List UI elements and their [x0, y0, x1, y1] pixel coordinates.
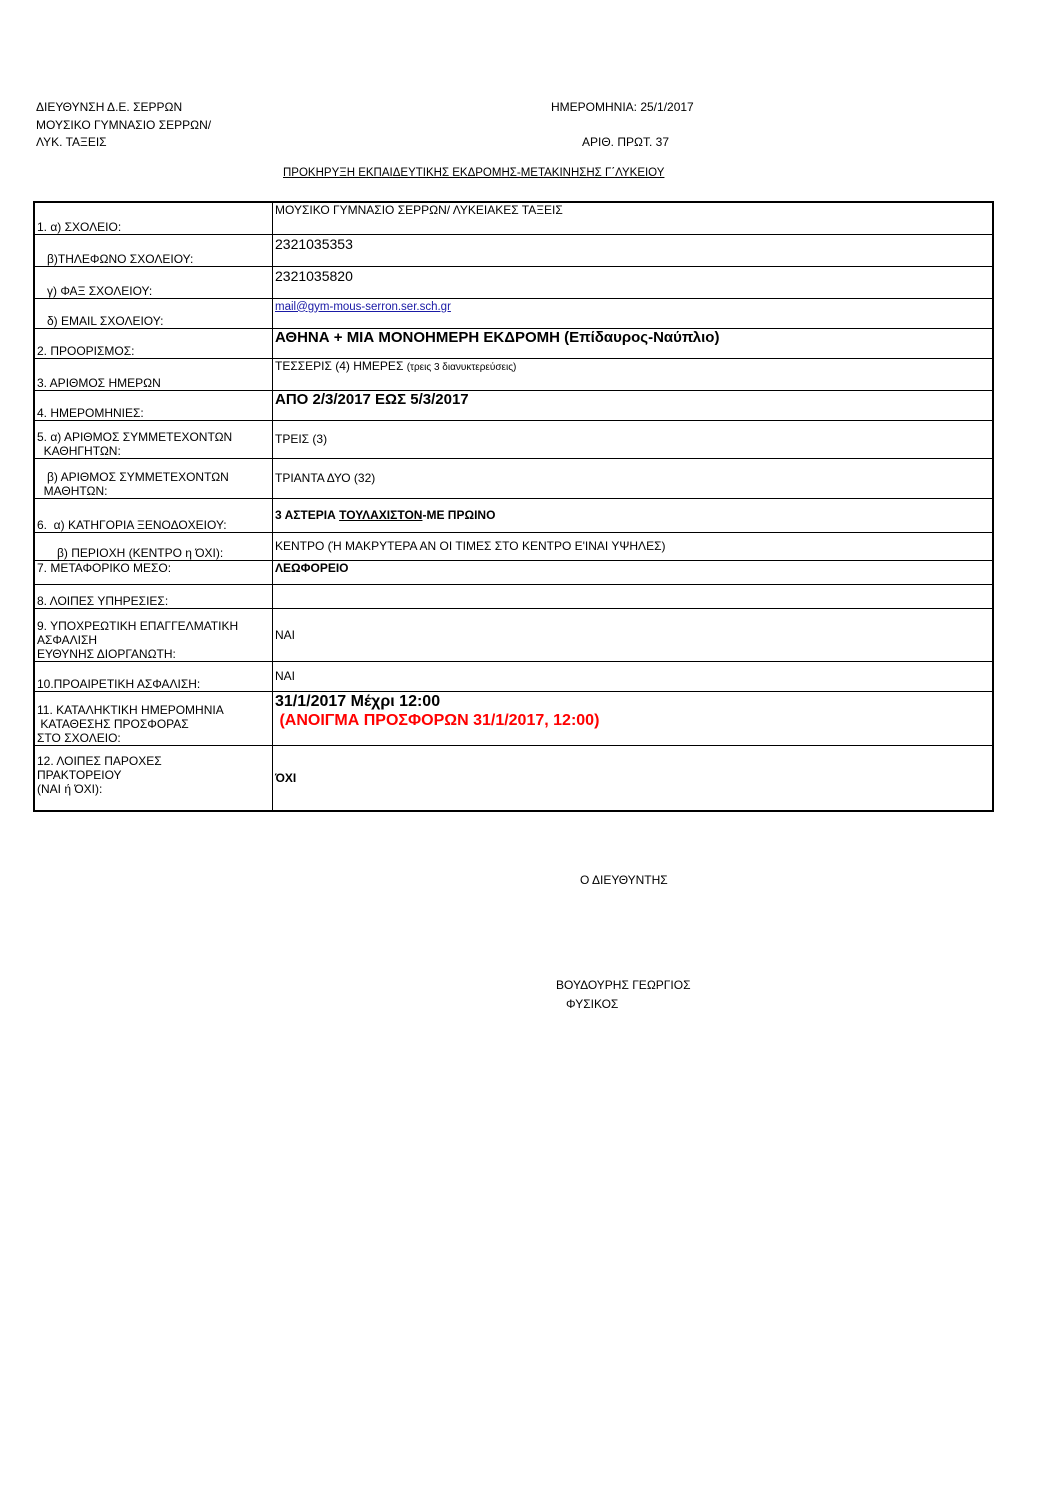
table-row	[34, 266, 993, 298]
teachers-label: 5. α) ΑΡΙΘΜΟΣ ΣΥΜΜΕΤΕΧΟΝΤΩΝ ΚΑΘΗΓΗΤΩΝ:	[34, 420, 273, 458]
days-note: (τρεις 3 διανυκτερεύσεις)	[406, 361, 517, 373]
other-value-text: ΌΧΙ	[275, 770, 297, 785]
insurance-value	[273, 608, 994, 661]
transport-label: 7. ΜΕΤΑΦΟΡΙΚΟ ΜΕΣΟ:	[34, 560, 273, 584]
insurance-value-text: ΝΑΙ	[275, 627, 296, 642]
students-value	[273, 458, 994, 498]
optional-insurance-value-text: ΝΑΙ	[275, 669, 296, 683]
destination-value	[273, 328, 994, 358]
email-label: δ) EMAIL ΣΧΟΛΕΙΟΥ:	[34, 298, 273, 328]
fax-label: γ) ΦΑΞ ΣΧΟΛΕΙΟΥ:	[34, 266, 273, 298]
table-row	[34, 390, 993, 420]
dates-value-text: ΑΠΟ 2/3/2017 ΕΩΣ 5/3/2017	[275, 390, 469, 408]
phone-value-text: 2321035353	[275, 235, 353, 252]
hotel-value	[273, 498, 994, 532]
header-date: ΗΜΕΡΟΜΗΝΙΑ: 25/1/2017	[551, 100, 694, 114]
table-row	[34, 420, 993, 458]
other-label: 12. ΛΟΙΠΕΣ ΠΑΡΟΧΕΣ ΠΡΑΚΤΟΡΕΙΟΥ (ΝΑΙ ή ΌΧΙ):	[34, 745, 273, 811]
teachers-value	[273, 420, 994, 458]
dates-value	[273, 390, 994, 420]
school-value	[273, 202, 994, 234]
table-row	[34, 608, 993, 661]
phone-label: β)ΤΗΛΕΦΩΝΟ ΣΧΟΛΕΙΟΥ:	[34, 234, 273, 266]
trip-form-table	[33, 201, 994, 812]
dates-label: 4. ΗΜΕΡΟΜΗΝΙΕΣ:	[34, 390, 273, 420]
students-label: β) ΑΡΙΘΜΟΣ ΣΥΜΜΕΤΕΧΟΝΤΩΝ ΜΑΘΗΤΩΝ:	[34, 458, 273, 498]
services-label: 8. ΛΟΙΠΕΣ ΥΠΗΡΕΣΙΕΣ:	[34, 584, 273, 608]
transport-value	[273, 560, 994, 584]
destination-label: 2. ΠΡΟΟΡΙΣΜΟΣ:	[34, 328, 273, 358]
area-value	[273, 532, 994, 560]
table-row	[34, 498, 993, 532]
table-row	[34, 298, 993, 328]
table-row	[34, 458, 993, 498]
header-directorate: ΔΙΕΥΘΥΝΣΗ Δ.Ε. ΣΕΡΡΩΝ	[36, 100, 183, 114]
table-row	[34, 691, 993, 745]
teachers-value-text: ΤΡΕΙΣ (3)	[275, 432, 328, 446]
transport-value-text: ΛΕΩΦΟΡΕΙΟ	[275, 560, 349, 575]
table-row	[34, 661, 993, 691]
header-classes: ΛΥΚ. ΤΑΞΕΙΣ	[36, 135, 107, 149]
fax-value	[273, 266, 994, 298]
services-value	[273, 584, 994, 608]
days-value	[273, 358, 994, 390]
table-row	[34, 358, 993, 390]
email-link[interactable]: mail@gym-mous-serron.ser.sch.gr	[275, 300, 451, 313]
insurance-label: 9. ΥΠΟΧΡΕΩΤΙΚΗ ΕΠΑΓΓΕΛΜΑΤΙΚΗ ΑΣΦΑΛΙΣΗ ΕΥΘΥΝΗΣ ΔΙΟΡΓΑΝΩΤΗ:	[34, 608, 273, 661]
table-row	[34, 202, 993, 234]
table-row	[34, 532, 993, 560]
table-row	[34, 234, 993, 266]
phone-value	[273, 234, 994, 266]
hotel-label: 6. α) ΚΑΤΗΓΟΡΙΑ ΞΕΝΟΔΟΧΕΙΟΥ:	[34, 498, 273, 532]
school-label: 1. α) ΣΧΟΛΕΙΟ:	[34, 202, 273, 234]
offers-opening-text: (ΑΝΟΙΓΜΑ ΠΡΟΣΦΟΡΩΝ 31/1/2017, 12:00)	[275, 711, 600, 729]
table-row	[34, 745, 993, 811]
hotel-minimum: ΤΟΥΛΑΧΙΣΤΟΝ	[339, 508, 423, 522]
hotel-breakfast: -ΜΕ ΠΡΩΙΝΟ	[422, 508, 496, 522]
signature-specialty: ΦΥΣΙΚΟΣ	[566, 997, 619, 1011]
students-value-text: ΤΡΙΑΝΤΑ ΔΥΟ (32)	[275, 471, 376, 485]
optional-insurance-label: 10.ΠΡΟΑΙΡΕΤΙΚΗ ΑΣΦΑΛΙΣΗ:	[34, 661, 273, 691]
header-protocol: ΑΡΙΘ. ΠΡΩΤ. 37	[582, 135, 670, 149]
header-school: ΜΟΥΣΙΚΟ ΓΥΜΝΑΣΙΟ ΣΕΡΡΩΝ/	[36, 118, 212, 132]
signature-name: ΒΟΥΔΟΥΡΗΣ ΓΕΩΡΓΙΟΣ	[556, 978, 691, 992]
days-value-text: ΤΕΣΣΕΡΙΣ (4) ΗΜΕΡΕΣ	[275, 358, 404, 373]
deadline-value-text: 31/1/2017 Μέχρι 12:00	[275, 692, 441, 710]
fax-value-text: 2321035820	[275, 267, 353, 284]
page-title: ΠΡΟΚΗΡΥΞΗ ΕΚΠΑΙΔΕΥΤΙΚΗΣ ΕΚΔΡΟΜΗΣ-ΜΕΤΑΚΙΝΗΣΗΣ Γ΄ΛΥΚΕΙΟΥ	[283, 167, 665, 179]
table-row	[34, 584, 993, 608]
table-row	[34, 328, 993, 358]
destination-value-text: ΑΘΗΝΑ + ΜΙΑ ΜΟΝΟΗΜΕΡΗ ΕΚΔΡΟΜΗ (Επίδαυρος-Ναύπλιο)	[275, 328, 720, 346]
optional-insurance-value	[273, 661, 994, 691]
school-value-text: ΜΟΥΣΙΚΟ ΓΥΜΝΑΣΙΟ ΣΕΡΡΩΝ/ ΛΥΚΕΙΑΚΕΣ ΤΑΞΕΙΣ	[275, 203, 563, 217]
email-value	[273, 298, 994, 328]
deadline-value	[273, 691, 994, 745]
signature-role: Ο ΔΙΕΥΘΥΝΤΗΣ	[580, 873, 668, 887]
area-label: β) ΠΕΡΙΟΧΗ (ΚΕΝΤΡΟ η ΌΧΙ):	[34, 532, 273, 560]
hotel-stars: 3 ΑΣΤΕΡΙΑ	[275, 508, 340, 522]
other-value	[273, 745, 994, 811]
area-value-text: ΚΕΝΤΡΟ (Ή ΜΑΚΡΥΤΕΡΑ ΑΝ ΟΙ ΤΙΜΕΣ ΣΤΟ ΚΕΝΤΡΟ Ε'ΙΝΑΙ ΥΨΗΛΕΣ)	[275, 539, 666, 553]
table-row	[34, 560, 993, 584]
deadline-label: 11. ΚΑΤΑΛΗΚΤΙΚΗ ΗΜΕΡΟΜΗΝΙΑ ΚΑΤΑΘΕΣΗΣ ΠΡΟΣΦΟΡΑΣ ΣΤΟ ΣΧΟΛΕΙΟ:	[34, 691, 273, 745]
days-label: 3. ΑΡΙΘΜΟΣ ΗΜΕΡΩΝ	[34, 358, 273, 390]
